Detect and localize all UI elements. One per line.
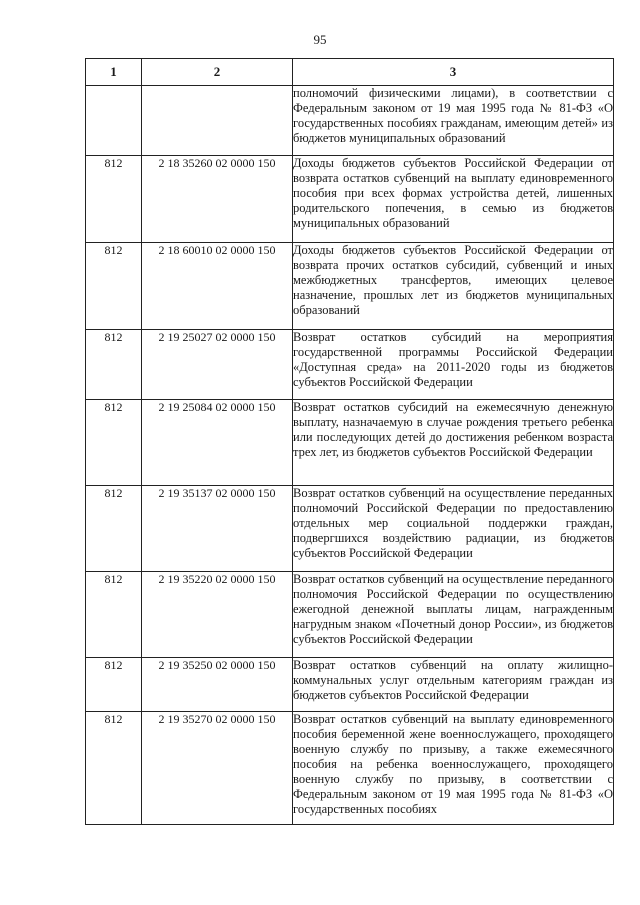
admin-code-cell: 812 — [86, 572, 142, 658]
column-header: 1 — [86, 59, 142, 86]
revenue-code-cell: 2 19 35137 02 0000 150 — [142, 486, 293, 572]
revenue-code-cell: 2 19 25084 02 0000 150 — [142, 400, 293, 486]
admin-code-cell: 812 — [86, 243, 142, 330]
description-cell: Доходы бюджетов субъектов Российской Федерации от возврата прочих остатков субсидий, субвенций и иных межбюджетных трансфертов, имеющих целевое назначение, прошлых лет из бюджетов муниципальных образований — [293, 243, 614, 330]
column-header: 2 — [142, 59, 293, 86]
admin-code-cell: 812 — [86, 658, 142, 712]
admin-code-cell — [86, 86, 142, 156]
budget-codes-table — [85, 58, 614, 825]
table-row — [86, 330, 614, 400]
revenue-code-cell: 2 18 60010 02 0000 150 — [142, 243, 293, 330]
description-cell: Возврат остатков субвенций на оплату жилищно-коммунальных услуг отдельным категориям граждан из бюджетов субъектов Российской Федерации — [293, 658, 614, 712]
revenue-code-cell: 2 19 35220 02 0000 150 — [142, 572, 293, 658]
revenue-code-cell — [142, 86, 293, 156]
admin-code-cell: 812 — [86, 712, 142, 825]
table-header-row — [86, 59, 614, 86]
description-cell: Возврат остатков субсидий на ежемесячную денежную выплату, назначаемую в случае рождения третьего ребенка или последующих детей до достижения ребенком возраста трех лет, из бюджетов субъектов Российской Федерации — [293, 400, 614, 486]
revenue-code-cell: 2 19 35250 02 0000 150 — [142, 658, 293, 712]
table-row — [86, 243, 614, 330]
description-cell: полномочий физическими лицами), в соответствии с Федеральным законом от 19 мая 1995 года № 81-ФЗ «О государственных пособиях гражданам, имеющим детей» из бюджетов муниципальных образований — [293, 86, 614, 156]
table-row — [86, 156, 614, 243]
description-cell: Возврат остатков субвенций на осуществление переданного полномочия Российской Федерации по осуществлению ежегодной денежной выплаты лицам, награжденным нагрудным знаком «Почетный донор России», из бюджетов субъектов Российской Федерации — [293, 572, 614, 658]
table-row — [86, 712, 614, 825]
description-cell: Возврат остатков субсидий на мероприятия государственной программы Российской Федерации «Доступная среда» на 2011-2020 годы из бюджетов субъектов Российской Федерации — [293, 330, 614, 400]
table-row — [86, 86, 614, 156]
admin-code-cell: 812 — [86, 400, 142, 486]
revenue-code-cell: 2 19 25027 02 0000 150 — [142, 330, 293, 400]
admin-code-cell: 812 — [86, 486, 142, 572]
table-row — [86, 572, 614, 658]
table-row — [86, 400, 614, 486]
admin-code-cell: 812 — [86, 330, 142, 400]
description-cell: Доходы бюджетов субъектов Российской Федерации от возврата остатков субвенций на выплату единовременного пособия при всех формах устройства детей, лишенных родительского попечения, в семью из бюджетов муниципальных образований — [293, 156, 614, 243]
table-row — [86, 658, 614, 712]
revenue-code-cell: 2 19 35270 02 0000 150 — [142, 712, 293, 825]
description-cell: Возврат остатков субвенций на осуществление переданных полномочий Российской Федерации по предоставлению отдельных мер социальной поддержки граждан, подвергшихся воздействию радиации, из бюджетов субъектов Российской Федерации — [293, 486, 614, 572]
table-row — [86, 486, 614, 572]
description-cell: Возврат остатков субвенций на выплату единовременного пособия беременной жене военнослужащего, проходящего военную службу по призыву, а также ежемесячного пособия на ребенка военнослужащего, проходящего военную службу по призыву, в соответствии с Федеральным законом от 19 мая 1995 года № 81-ФЗ «О государственных пособиях — [293, 712, 614, 825]
revenue-code-cell: 2 18 35260 02 0000 150 — [142, 156, 293, 243]
column-header: 3 — [293, 59, 614, 86]
page-number: 95 — [313, 32, 327, 47]
admin-code-cell: 812 — [86, 156, 142, 243]
